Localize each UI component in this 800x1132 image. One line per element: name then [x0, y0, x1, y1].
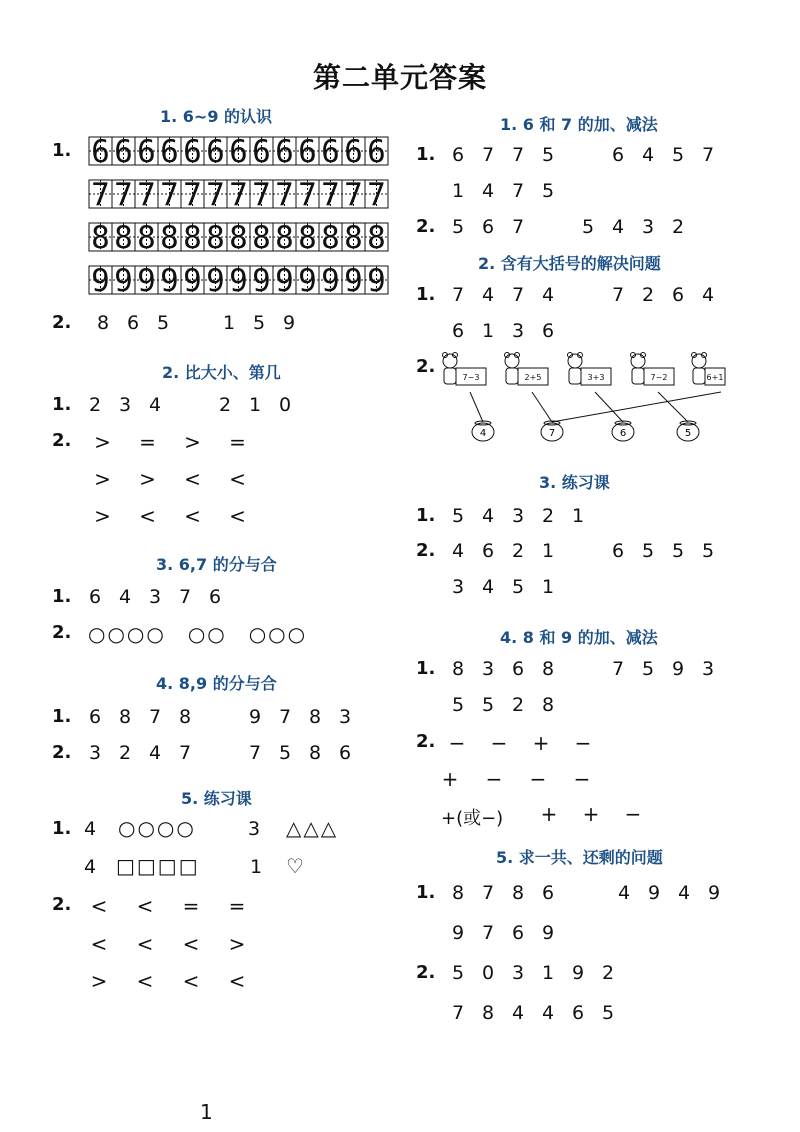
answer-row: 5 6 7 5 4 3 2	[451, 216, 685, 238]
practice-digit: 8	[321, 220, 340, 256]
answer-row: 5 5 2 8	[451, 694, 555, 716]
section-heading-8-9-add-sub: 4. 8 和 9 的加、减法	[500, 628, 658, 647]
answer-row: 5 4 3 2 1	[451, 505, 585, 527]
answer-row: 8 7 8 6 4 9 4 9	[451, 882, 721, 904]
writing-grid-row	[89, 177, 388, 213]
answer-row: 6 1 3 6	[451, 320, 555, 342]
answer-row: 8 3 6 8 7 5 9 3	[451, 658, 715, 680]
practice-digit: 6	[114, 136, 133, 170]
practice-digit: 7	[252, 177, 271, 213]
answer-row: 6 8 7 8 9 7 8 3	[88, 706, 352, 728]
practice-digit: 9	[114, 263, 133, 299]
writing-grid-row	[89, 220, 388, 256]
answer-row: 3 2 4 7 7 5 8 6	[88, 742, 352, 764]
pot-number: 6	[619, 428, 627, 439]
practice-digit: 8	[275, 220, 294, 256]
practice-digit: 7	[183, 177, 202, 213]
compare-row: > = > =	[94, 430, 246, 454]
question-label: 2.	[52, 742, 72, 763]
question-label: 2.	[416, 540, 436, 561]
practice-digit: 7	[114, 177, 133, 213]
section-heading-total-remaining: 5. 求一共、还剩的问题	[496, 848, 663, 867]
answer-row: 9 7 6 9	[451, 922, 555, 944]
bear-icon	[692, 353, 707, 385]
question-label: 2.	[416, 962, 436, 983]
circle-shapes: ○○○○	[118, 816, 196, 840]
question-label: 2.	[416, 216, 436, 237]
practice-digit: 9	[344, 263, 363, 299]
operator-alt: +(或−)	[441, 808, 504, 829]
expression-text: 7−2	[650, 373, 668, 382]
square-shapes: □□□□	[116, 854, 200, 878]
section-heading-practice: 5. 练习课	[181, 789, 252, 808]
bear-icon	[443, 353, 458, 385]
question-label: 1.	[416, 144, 436, 165]
practice-digit: 9	[298, 263, 317, 299]
bear-icon	[568, 353, 583, 385]
section-heading-brace-problems: 2. 含有大括号的解决问题	[478, 254, 661, 273]
operator-row: − − + −	[448, 731, 592, 755]
practice-digit: 6	[275, 136, 294, 170]
practice-digit: 6	[160, 136, 179, 170]
bear-matching-diagram	[436, 350, 726, 446]
number-answer: 3	[248, 818, 261, 840]
match-line	[552, 392, 721, 422]
expression-text: 6+1	[706, 373, 724, 382]
question-label: 2.	[416, 356, 436, 377]
practice-digit: 7	[137, 177, 156, 213]
question-label: 1.	[52, 586, 72, 607]
page-number: 1	[200, 1100, 213, 1124]
practice-digit: 8	[298, 220, 317, 256]
practice-digit: 7	[344, 177, 363, 213]
question-label: 1.	[416, 882, 436, 903]
practice-digit: 8	[229, 220, 248, 256]
answer-row: 6 4 3 7 6	[88, 586, 222, 608]
writing-grid-row	[89, 263, 388, 299]
answer-row: 7 8 4 4 6 5	[451, 1002, 615, 1024]
number-answer: 1	[250, 856, 263, 878]
heart-icon: ♡	[286, 854, 306, 878]
question-label: 2.	[52, 622, 72, 643]
digit-writing-grids	[88, 136, 394, 302]
number-answer: 4	[84, 818, 97, 840]
compare-row: > < < <	[94, 504, 246, 528]
expression-text: 2+5	[524, 373, 542, 382]
question-label: 1.	[52, 394, 72, 415]
expression-text: 3+3	[587, 373, 605, 382]
practice-digit: 9	[321, 263, 340, 299]
practice-digit: 6	[321, 136, 340, 170]
practice-digit: 8	[367, 220, 386, 256]
section-heading-6-9: 1. 6~9 的认识	[160, 107, 273, 126]
section-heading-8-9-split: 4. 8,9 的分与合	[156, 674, 277, 693]
practice-digit: 6	[298, 136, 317, 170]
practice-digit: 8	[160, 220, 179, 256]
practice-digit: 7	[367, 177, 386, 213]
circle-answers	[88, 622, 307, 646]
practice-digit: 9	[367, 263, 386, 299]
circle-group: ○○○○	[88, 622, 166, 646]
practice-digit: 7	[298, 177, 317, 213]
practice-digit: 6	[137, 136, 156, 170]
practice-digit: 6	[252, 136, 271, 170]
compare-row: < < < >	[90, 932, 246, 956]
triangle-shapes: △△△	[286, 816, 339, 840]
practice-digit: 6	[206, 136, 225, 170]
section-heading-practice: 3. 练习课	[539, 473, 610, 492]
question-label: 2.	[52, 312, 72, 333]
number-answer: 4	[84, 856, 97, 878]
practice-digit: 6	[344, 136, 363, 170]
pot-number: 7	[548, 428, 556, 439]
practice-digit: 9	[229, 263, 248, 299]
operator-row: + + −	[540, 802, 642, 826]
expression-text: 7−3	[462, 373, 480, 382]
practice-digit: 8	[252, 220, 271, 256]
practice-digit: 6	[229, 136, 248, 170]
practice-digit: 8	[137, 220, 156, 256]
practice-digit: 7	[91, 177, 110, 213]
practice-digit: 7	[206, 177, 225, 213]
practice-digit: 9	[160, 263, 179, 299]
answer-row: 2 3 4 2 1 0	[88, 394, 292, 416]
match-line	[532, 392, 552, 422]
practice-digit: 8	[114, 220, 133, 256]
practice-digit: 7	[229, 177, 248, 213]
practice-digit: 7	[275, 177, 294, 213]
answer-row: 6 7 7 5 6 4 5 7	[451, 144, 715, 166]
question-label: 1.	[416, 505, 436, 526]
answer-row: 7 4 7 4 7 2 6 4	[451, 284, 715, 306]
pot-number: 4	[479, 428, 487, 439]
answer-row: 4 6 2 1 6 5 5 5	[451, 540, 715, 562]
compare-row: < < = =	[90, 894, 246, 918]
answer-row: 1 4 7 5	[451, 180, 555, 202]
practice-digit: 9	[206, 263, 225, 299]
question-label: 1.	[52, 140, 72, 161]
question-label: 2.	[52, 894, 72, 915]
practice-digit: 9	[252, 263, 271, 299]
page-title: 第二单元答案	[313, 61, 488, 94]
practice-digit: 9	[183, 263, 202, 299]
match-line	[595, 392, 623, 422]
practice-digit: 8	[206, 220, 225, 256]
question-label: 1.	[52, 818, 72, 839]
practice-digit: 7	[321, 177, 340, 213]
practice-digit: 6	[91, 136, 110, 170]
section-heading-compare: 2. 比大小、第几	[162, 363, 281, 382]
circle-group: ○○	[187, 622, 227, 646]
operator-row: + − − −	[441, 767, 591, 791]
question-label: 1.	[416, 284, 436, 305]
compare-row: > < < <	[90, 969, 246, 993]
bear-icon	[631, 353, 646, 385]
practice-digit: 8	[91, 220, 110, 256]
practice-digit: 9	[91, 263, 110, 299]
section-heading-6-7-add-sub: 1. 6 和 7 的加、减法	[500, 115, 658, 134]
practice-digit: 6	[183, 136, 202, 170]
compare-row: > > < <	[94, 467, 246, 491]
practice-digit: 8	[183, 220, 202, 256]
question-label: 2.	[52, 430, 72, 451]
practice-digit: 6	[367, 136, 386, 170]
question-label: 2.	[416, 731, 436, 752]
answer-row: 3 4 5 1	[451, 576, 555, 598]
answer-row: 5 0 3 1 9 2	[451, 962, 615, 984]
answer-row: 8 6 5 1 5 9	[96, 312, 296, 334]
question-label: 1.	[52, 706, 72, 727]
pot-number: 5	[684, 428, 692, 439]
bear-icon	[505, 353, 520, 385]
practice-digit: 8	[344, 220, 363, 256]
question-label: 1.	[416, 658, 436, 679]
circle-group: ○○○	[248, 622, 308, 646]
practice-digit: 7	[160, 177, 179, 213]
section-heading-6-7-split: 3. 6,7 的分与合	[156, 555, 277, 574]
match-line	[470, 392, 483, 422]
practice-digit: 9	[275, 263, 294, 299]
match-line	[658, 392, 688, 422]
practice-digit: 9	[137, 263, 156, 299]
writing-grid-row	[89, 136, 388, 170]
